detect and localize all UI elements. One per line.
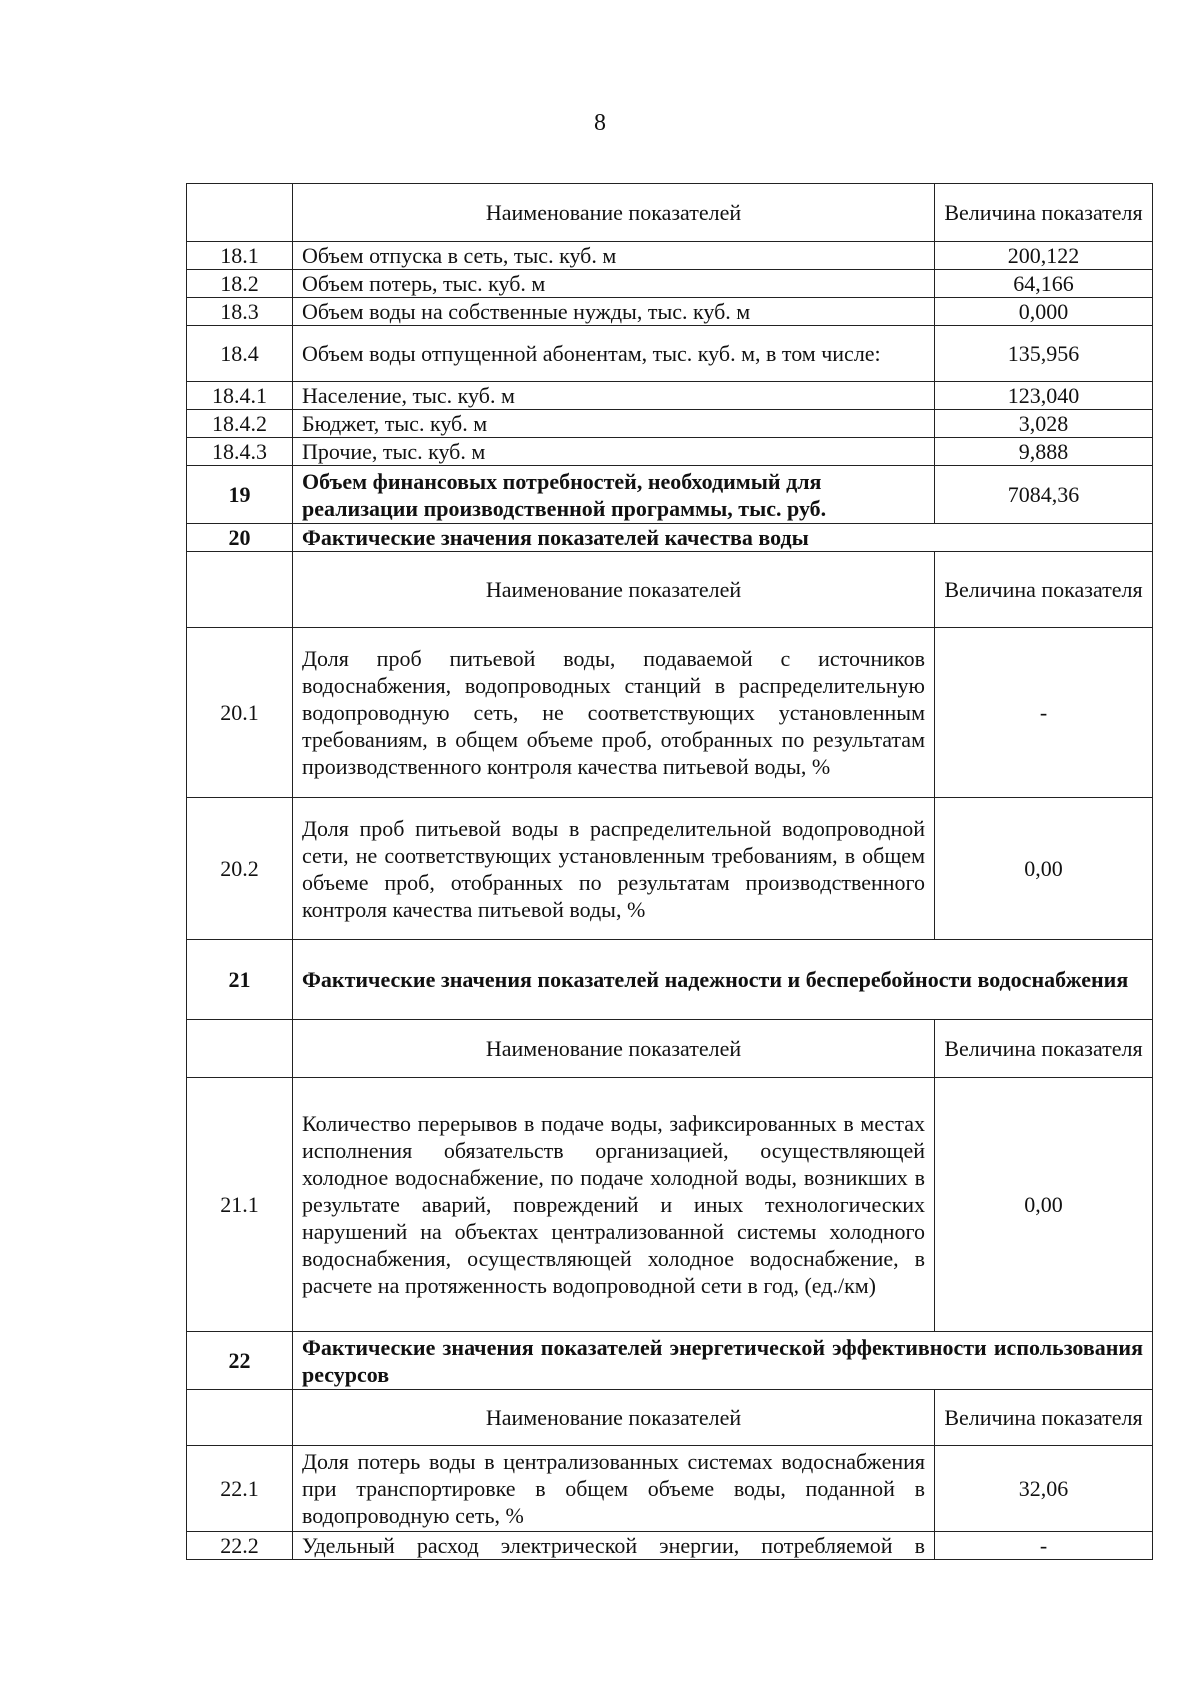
table-row bbox=[187, 326, 1153, 382]
table-row bbox=[187, 242, 1153, 270]
section-title: Фактические значения показателей энергетической эффективности использования ресурсов bbox=[293, 1332, 1153, 1390]
row-num: 22.1 bbox=[187, 1446, 293, 1532]
row-name: Удельный расход электрической энергии, потребляемой в bbox=[293, 1532, 935, 1560]
header-num-cell bbox=[187, 1020, 293, 1078]
header-name-cell: Наименование показателей bbox=[293, 1020, 935, 1078]
section-num: 22 bbox=[187, 1332, 293, 1390]
table-header-row bbox=[187, 1390, 1153, 1446]
table-header-row bbox=[187, 1020, 1153, 1078]
table-row bbox=[187, 1532, 1153, 1560]
header-value-cell: Величина показателя bbox=[935, 184, 1153, 242]
row-value: 0,00 bbox=[935, 798, 1153, 940]
section-title: Фактические значения показателей качества воды bbox=[293, 524, 1153, 552]
row-num: 18.2 bbox=[187, 270, 293, 298]
section-row-20 bbox=[187, 524, 1153, 552]
row-value: 135,956 bbox=[935, 326, 1153, 382]
row-num: 18.3 bbox=[187, 298, 293, 326]
row-num: 18.4.1 bbox=[187, 382, 293, 410]
row-value: 7084,36 bbox=[935, 466, 1153, 524]
row-name: Доля проб питьевой воды, подаваемой с источников водоснабжения, водопроводных станций в распределительную водопроводную сеть, не соответствующих установленным требованиям, в общем объеме проб, отобранных по результатам производственного контроля качества питьевой воды, % bbox=[293, 628, 935, 798]
table-row bbox=[187, 410, 1153, 438]
row-value: 123,040 bbox=[935, 382, 1153, 410]
row-value: 200,122 bbox=[935, 242, 1153, 270]
section-num: 20 bbox=[187, 524, 293, 552]
header-name-cell: Наименование показателей bbox=[293, 184, 935, 242]
row-name: Объем воды отпущенной абонентам, тыс. куб. м, в том числе: bbox=[293, 326, 935, 382]
table-row bbox=[187, 438, 1153, 466]
section-num: 21 bbox=[187, 940, 293, 1020]
header-name-cell: Наименование показателей bbox=[293, 552, 935, 628]
row-name: Количество перерывов в подаче воды, зафиксированных в местах исполнения обязательств организацией, осуществляющей холодное водоснабжение, по подаче холодной воды, возникших в результате аварий, повреждений и иных технологических нарушений на объектах централизованной системы холодного водоснабжения, осуществляющей холодное водоснабжение, в расчете на протяженность водопроводной сети в год, (ед./км) bbox=[293, 1078, 935, 1332]
header-value-cell: Величина показателя bbox=[935, 552, 1153, 628]
row-name: Объем воды на собственные нужды, тыс. куб. м bbox=[293, 298, 935, 326]
section-title: Фактические значения показателей надежности и бесперебойности водоснабжения bbox=[293, 940, 1153, 1020]
table-row bbox=[187, 270, 1153, 298]
row-name: Объем потерь, тыс. куб. м bbox=[293, 270, 935, 298]
header-value-cell: Величина показателя bbox=[935, 1390, 1153, 1446]
header-num-cell bbox=[187, 184, 293, 242]
row-num: 21.1 bbox=[187, 1078, 293, 1332]
row-num: 18.4.3 bbox=[187, 438, 293, 466]
row-num: 20.1 bbox=[187, 628, 293, 798]
indicators-table bbox=[186, 183, 1153, 1560]
table-row bbox=[187, 1078, 1153, 1332]
row-value: 64,166 bbox=[935, 270, 1153, 298]
row-num: 20.2 bbox=[187, 798, 293, 940]
row-name: Бюджет, тыс. куб. м bbox=[293, 410, 935, 438]
table-row bbox=[187, 1446, 1153, 1532]
row-name: Прочие, тыс. куб. м bbox=[293, 438, 935, 466]
row-value: 0,000 bbox=[935, 298, 1153, 326]
table-row bbox=[187, 298, 1153, 326]
row-name: Население, тыс. куб. м bbox=[293, 382, 935, 410]
row-value: 0,00 bbox=[935, 1078, 1153, 1332]
row-value: 9,888 bbox=[935, 438, 1153, 466]
header-value-cell: Величина показателя bbox=[935, 1020, 1153, 1078]
section-row-21 bbox=[187, 940, 1153, 1020]
row-name: Доля потерь воды в централизованных системах водоснабжения при транспортировке в общем объеме воды, поданной в водопроводную сеть, % bbox=[293, 1446, 935, 1532]
row-num: 22.2 bbox=[187, 1532, 293, 1560]
row-num: 18.4.2 bbox=[187, 410, 293, 438]
table-header-row bbox=[187, 552, 1153, 628]
section-row-22 bbox=[187, 1332, 1153, 1390]
table-row bbox=[187, 628, 1153, 798]
row-value: 32,06 bbox=[935, 1446, 1153, 1532]
row-name: Доля проб питьевой воды в распределительной водопроводной сети, не соответствующих установленным требованиям, в общем объеме проб, отобранных по результатам производственного контроля качества питьевой воды, % bbox=[293, 798, 935, 940]
header-name-cell: Наименование показателей bbox=[293, 1390, 935, 1446]
header-num-cell bbox=[187, 1390, 293, 1446]
row-name: Объем отпуска в сеть, тыс. куб. м bbox=[293, 242, 935, 270]
row-num: 19 bbox=[187, 466, 293, 524]
row-value: 3,028 bbox=[935, 410, 1153, 438]
row-value: - bbox=[935, 1532, 1153, 1560]
header-num-cell bbox=[187, 552, 293, 628]
row-num: 18.4 bbox=[187, 326, 293, 382]
table-row bbox=[187, 798, 1153, 940]
table-header-row bbox=[187, 184, 1153, 242]
table-row bbox=[187, 466, 1153, 524]
row-num: 18.1 bbox=[187, 242, 293, 270]
row-name: Объем финансовых потребностей, необходимый для реализации производственной программы, тыс. руб. bbox=[293, 466, 935, 524]
page-number: 8 bbox=[594, 110, 606, 136]
table-row bbox=[187, 382, 1153, 410]
row-value: - bbox=[935, 628, 1153, 798]
